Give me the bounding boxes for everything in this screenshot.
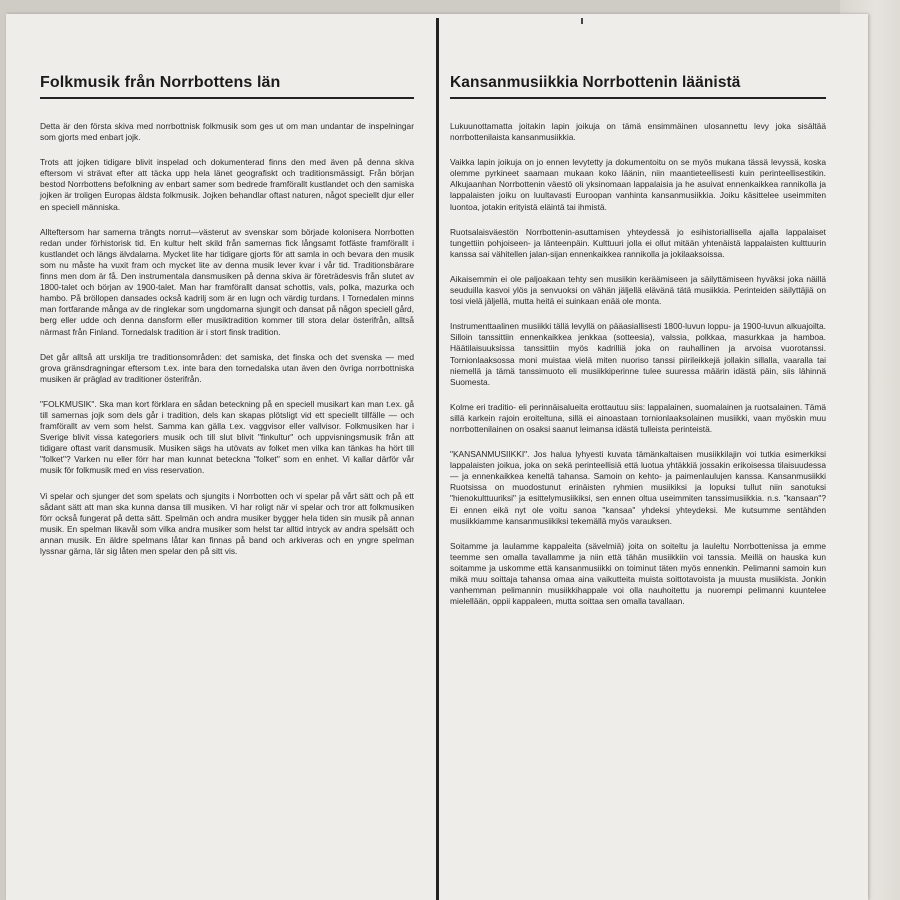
center-fold-line	[436, 18, 439, 900]
paragraph: Vi spelar och sjunger det som spelats och sjungits i Norrbotten och vi spelar på vårt sätt och på ett sådant sätt att man ska kunna dansa till musiken. Vi har roligt när vi spelar och tror att folkmusiken förr också fungerat på detta sätt. Spelmän och andra musiker bygger hela tiden sin musik på annan musik. En spelman likavål som vilka andra musiker som helst tar alltid intryck av andra spelsätt och annan musik. En äldre spelmans låtar kan finnas på band och arkiveras och en yngre spelman lyssnar gärna, lär sig låten men spelar den på sitt vis.	[40, 490, 414, 556]
finnish-column	[450, 74, 826, 621]
swedish-column	[40, 74, 414, 571]
paragraph: Allteftersom har samerna trängts norrut—västerut av svenskar som började kolonisera Norrbotten redan under förhistorisk tid. En kultur helt skild från samernas fick långsamt fotfäste framförallt i kustlandet och längs älvdalarna. Mycket lite har tidigare gjorts för att samla in och bevara den musik som nu måste ha vuxit fram och mycket lite av denna musik lever kvar i vår tid. Traditionsbärare finns men dom är få. Den instrumentala dansmusiken på denna skiva är företrädesvis från slutet av 1800-talet och början av 1900-talet. Man har framförallt dansat schottis, vals, polka, mazurka och hambo. På bröllopen dansades också kadrilj som är en lugn och värdig turdans. I Tornedalen minns man fortfarande många av de ringlekar som ungdomarna sjungit och dansat på någon speciell gård, berg eller udde och denna dansform eller musiktradition kommer till stora delar österifrån, alltså närmast från Finland. Tornedalsk tradition är i stort finsk tradition.	[40, 226, 414, 337]
paragraph: Aikaisemmin ei ole paljoakaan tehty sen musiikin keräämiseen ja säilyttämiseen hyväksi joka näillä seuduilla kasvoi ylös ja senvuoksi on vähän jäljellä elävänä tätä musiikkia. Perinteiden säilyttäjiä on tosi vielä jäljellä, mutta heitä ei suinkaan enää ole monta.	[450, 273, 826, 307]
paragraph: Soitamme ja laulamme kappaleita (sävelmiä) joita on soiteltu ja lauleltu Norrbottenissa ja emme teemme sen omalla tavallamme ja niin että tähän musiikkiin voi tanssia. Meillä on hauska kun soitamme ja uskomme että kansanmusiikki on toiminut täten myös ennenkin. Pelimanni samoin kun mikä muu soittaja tahansa omaa aina vaikutteita muista soittotavoista ja muusta musiikista. Jonkin vanhemman pelimannin musiikkihappale voi olla nauhoitettu ja nuorempi pelimanni kuuntelee mielellään, oppii kappaleen, mutta soittaa sen omalla tavallaan.	[450, 540, 826, 607]
swedish-title: Folkmusik från Norrbottens län	[40, 74, 414, 99]
paragraph: Trots att jojken tidigare blivit inspelad och dokumenterad finns den med även på denna skiva eftersom vi strävat efter att täcka upp hela länet geografiskt och traditionsmässigt. Från början bestod Norrbottens befolkning av enbart samer som bedrede framförallt kustlandet och den samiska jojken är troligen Europas äldsta folkmusik. Jojken behandlar oftast naturen, något speciellt djur eller en speciell människa.	[40, 157, 414, 212]
paragraph: Det går alltså att urskilja tre traditionsområden: det samiska, det finska och det svenska — med grova gränsdragningar eftersom t.ex. inte bara den tornedalska utan även den övriga norrbottniska musiken är präglad av traditioner österifrån.	[40, 351, 414, 384]
finnish-paragraphs	[450, 121, 826, 607]
paragraph: Detta är den första skiva med norrbottnisk folkmusik som ges ut om man undantar de inspelningar som gjorts med enbart jojk.	[40, 121, 414, 143]
paragraph: Vaikka lapin joikuja on jo ennen levytetty ja dokumentoitu on se myös mukana tässä levyssä, koska olemme pyrkineet saamaan mukaan koko läänin, niin maantieteellisesti kuin perinteellisestikin. Alkujaanhan Norrbottenin väestö oli yksinomaan lappalaisia ja he asuivat ennenkaikkea rannikolla ja lappalaisten joiku on luultavasti Euroopan vanhinta kansanmusiikkia. Joiku käsittelee useimmiten luontoa, jotakin erityistä eläintä tai ihmistä.	[450, 157, 826, 212]
finnish-title: Kansanmusiikkia Norrbottenin läänistä	[450, 74, 826, 99]
paragraph: "FOLKMUSIK". Ska man kort förklara en sådan beteckning på en speciell musikart kan man t.ex. gå till samernas jojk som dels går i tradition, dels kan skapas plötsligt vid ett speciellt tillfälle — och framförallt av vem som helst. Samma kan gälla t.ex. vaggvisor eller vallvisor. Folkmusiken har i Sverige blivit vissa kategoriers musik och till slut blivit "finkultur" och uppvisningsmusik från att tidigare oftast varit dansmusik. Musiken sägs ha utövats av folket men vilka kan tänkas ha hört till "folket"? Varken nu eller förr har man kunnat beteckna "folket" som en enhet. Vi kallar därför vår musik för folkmusik med en viss reservation.	[40, 398, 414, 476]
record-sleeve-insert	[6, 14, 868, 900]
swedish-paragraphs	[40, 121, 414, 557]
paragraph: Lukuunottamatta joitakin lapin joikuja on tämä ensimmäinen ulosannettu levy joka sisältää norrbottenilaista kansanmusiikkia.	[450, 121, 826, 143]
registration-mark	[581, 18, 583, 24]
paragraph: "KANSANMUSIIKKI". Jos halua lyhyesti kuvata tämänkaltaisen musiikkilajin voi tutkia esimerkiksi lappalaisten joikua, joka on sekä perinteellisiä että luotua yhtäkkiä jossakin erikoisessa tilaisuudessa — ja ennenkaikkea keneltä tahansa. Samoin on kehto- ja paimenlaulujen kanssa. Kansanmusiikki Ruotsissa on muodostunut erinäisten ryhmien musiikiksi ja lopuksi tullut niin sanotuksi "hienokulttuuriksi" ja esittelymusiikiksi, sen ennen oltua useimmiten tanssimusiikkia. n.s. "kansaan"? Ei ennen eikä nyt ole voitu sanoa "kansaa" yhdeksi yhteydeksi. Me kutsumme sentähden musiikkiamme kansanmusiikiksi tekemällä myös varauksen.	[450, 449, 826, 526]
paragraph: Ruotsalaisväestön Norrbottenin-asuttamisen yhteydessä jo esihistoriallisella ajalla lappalaiset tungettiin pohjoiseen- ja länteenpäin. Kulttuuri jolla ei ollut mitään yhtenäistä lappalaisten kulttuurin kanssa sai vähitellen jalan-sijan ennenkaikkea rannikolla ja jokilaaksoissa.	[450, 226, 826, 259]
paragraph: Kolme eri traditio- eli perinnäisalueita erottautuu siis: lappalainen, suomalainen ja ruotsalainen. Tämä sillä karkein rajoin eroiteltuna, sillä ei ainoastaan tornionlaaksolainen musiikki, vaan myöskin muu norrbottenilainen on osaksi saanut leimansa idästä tulleista perinteistä.	[450, 401, 826, 434]
paragraph: Instrumenttaalinen musiikki tällä levyllä on pääasiallisesti 1800-luvun loppu- ja 1900-luvun alkuajoilta. Silloin tanssittiin ennenkaikkea jenkkaa (sotteesia), valssia, polkkaa, masurkkaa ja hamboa. Häätilaisuuksissa tanssittiin myös kadrilliä joka on rauhallinen ja arvoisa vuorotanssi. Tornionlaaksossa moni muistaa vielä miten nuoriso tanssi piirileikkejä jollakin sillalla, vaaralla tai niemellä ja tämä tanssimuoto eli musiikkiperinne tulee suuressa määrin idästä päin, siis lähinnä Suomesta.	[450, 321, 826, 387]
